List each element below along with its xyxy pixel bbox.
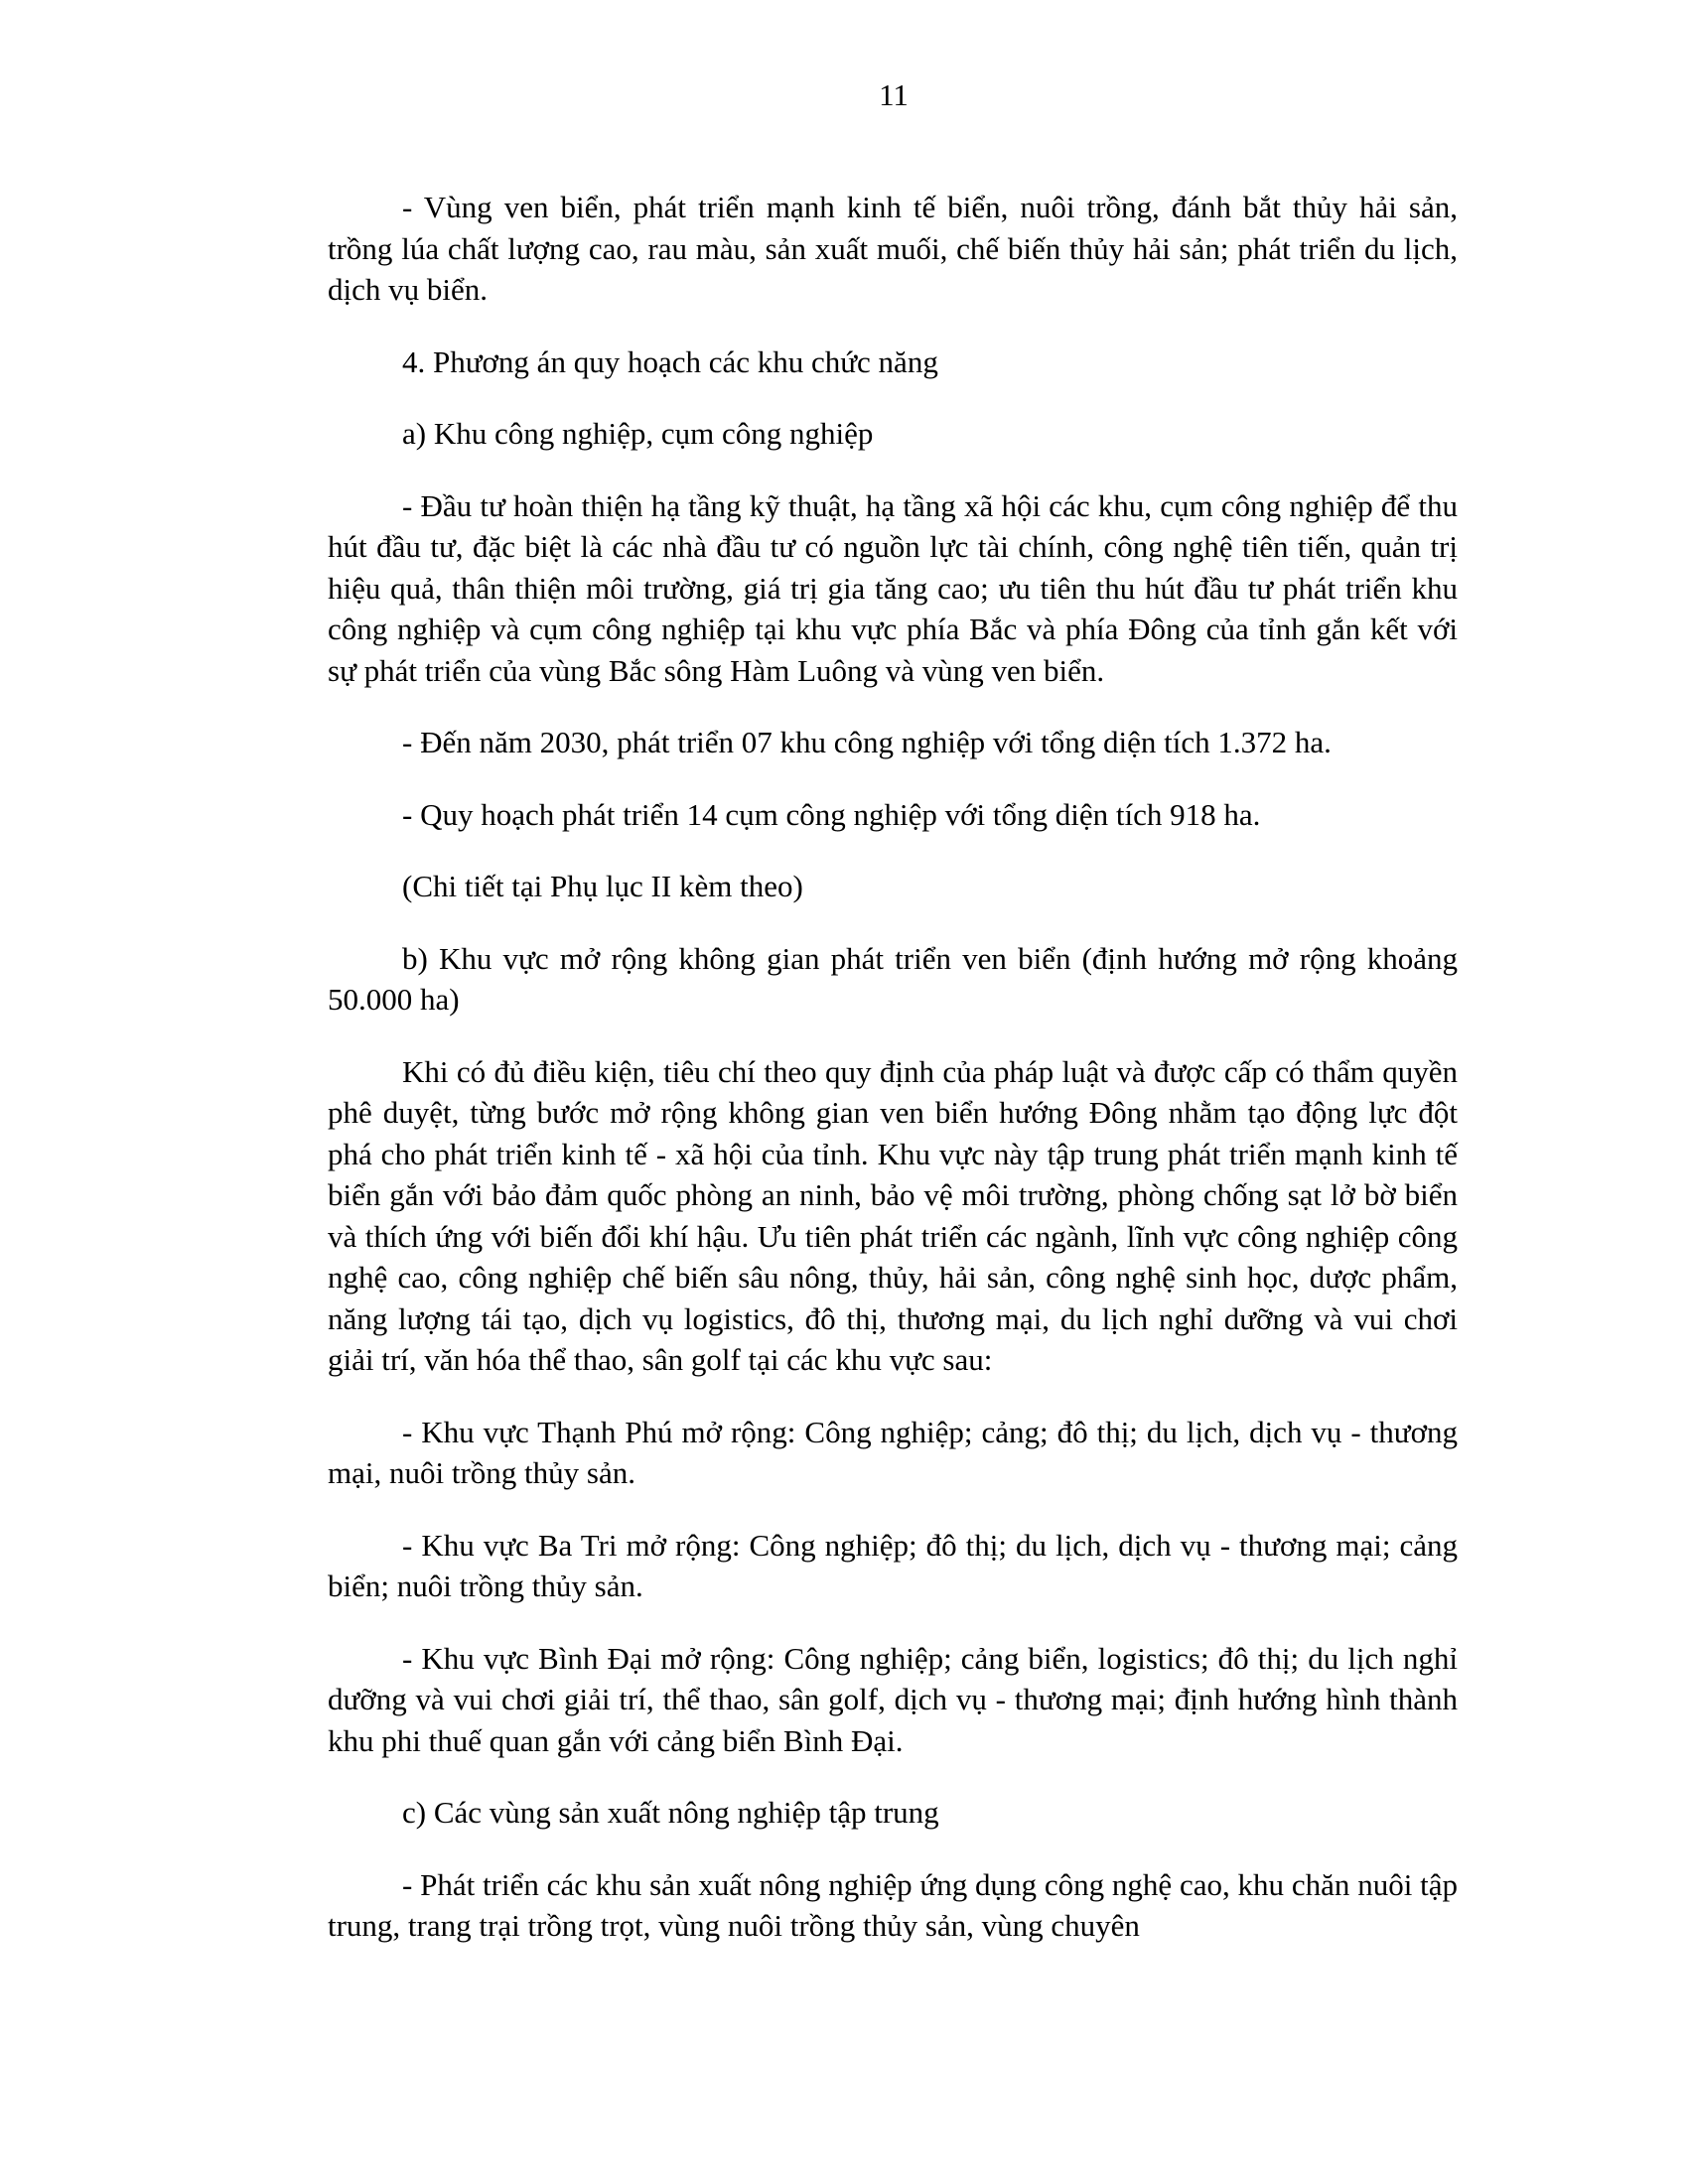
paragraph-agriculture-development: - Phát triển các khu sản xuất nông nghiệp ứng dụng công nghệ cao, khu chăn nuôi tập trung, trang trại trồng trọt, vùng nuôi trồng thủy sản, vùng chuyên bbox=[328, 1866, 1458, 1943]
paragraph-infrastructure-investment: - Đầu tư hoàn thiện hạ tầng kỹ thuật, hạ tầng xã hội các khu, cụm công nghiệp để thu hút đầu tư, đặc biệt là các nhà đầu tư có nguồn lực tài chính, công nghệ tiên tiến, quản trị hiệu quả, thân thiện môi trường, giá trị gia tăng cao; ưu tiên thu hút đầu tư phát triển khu công nghiệp và cụm công nghiệp tại khu vực phía Bắc và phía Đông của tỉnh gắn kết với sự phát triển của vùng Bắc sông Hàm Luông và vùng ven biển. bbox=[328, 487, 1458, 688]
document-body bbox=[328, 187, 1458, 1978]
subheading-industrial-parks: a) Khu công nghiệp, cụm công nghiệp bbox=[402, 416, 874, 451]
subheading-agriculture-zones: c) Các vùng sản xuất nông nghiệp tập trung bbox=[402, 1795, 939, 1830]
page-number: 11 bbox=[879, 77, 909, 112]
paragraph-industrial-clusters: - Quy hoạch phát triển 14 cụm công nghiệp với tổng diện tích 918 ha. bbox=[402, 796, 1261, 832]
paragraph-coastal-zone: - Vùng ven biển, phát triển mạnh kinh tế biển, nuôi trồng, đánh bắt thủy hải sản, trồng lúa chất lượng cao, rau màu, sản xuất muối, chế biến thủy hải sản; phát triển du lịch, dịch vụ biển. bbox=[328, 190, 1458, 307]
paragraph-ba-tri: - Khu vực Ba Tri mở rộng: Công nghiệp; đô thị; du lịch, dịch vụ - thương mại; cảng biển; nuôi trồng thủy sản. bbox=[328, 1527, 1458, 1603]
paragraph-coastal-expansion-detail: Khi có đủ điều kiện, tiêu chí theo quy định của pháp luật và được cấp có thẩm quyền phê duyệt, từng bước mở rộng không gian ven biển hướng Đông nhằm tạo động lực đột phá cho phát triển kinh tế - xã hội của tỉnh. Khu vực này tập trung phát triển mạnh kinh tế biển gắn với bảo đảm quốc phòng an ninh, bảo vệ môi trường, phòng chống sạt lở bờ biển và thích ứng với biến đổi khí hậu. Ưu tiên phát triển các ngành, lĩnh vực công nghiệp công nghệ cao, công nghiệp chế biến sâu nông, thủy, hải sản, công nghệ sinh học, dược phẩm, năng lượng tái tạo, dịch vụ logistics, đô thị, thương mại, du lịch nghỉ dưỡng và vui chơi giải trí, văn hóa thể thao, sân golf tại các khu vực sau: bbox=[328, 1053, 1458, 1377]
section-heading-functional-zones: 4. Phương án quy hoạch các khu chức năng bbox=[402, 343, 938, 379]
paragraph-binh-dai: - Khu vực Bình Đại mở rộng: Công nghiệp; cảng biển, logistics; đô thị; du lịch nghỉ dưỡng và vui chơi giải trí, thể thao, sân golf, dịch vụ - thương mại; định hướng hình thành khu phi thuế quan gắn với cảng biển Bình Đại. bbox=[328, 1640, 1458, 1758]
paragraph-industrial-parks-2030: - Đến năm 2030, phát triển 07 khu công nghiệp với tổng diện tích 1.372 ha. bbox=[402, 725, 1332, 759]
subheading-coastal-expansion: b) Khu vực mở rộng không gian phát triển ven biển (định hướng mở rộng khoảng 50.000 ha) bbox=[328, 940, 1458, 1017]
paragraph-thanh-phu: - Khu vực Thạnh Phú mở rộng: Công nghiệp; cảng; đô thị; du lịch, dịch vụ - thương mại, nuôi trồng thủy sản. bbox=[328, 1414, 1458, 1490]
paragraph-appendix-reference: (Chi tiết tại Phụ lục II kèm theo) bbox=[402, 869, 803, 903]
